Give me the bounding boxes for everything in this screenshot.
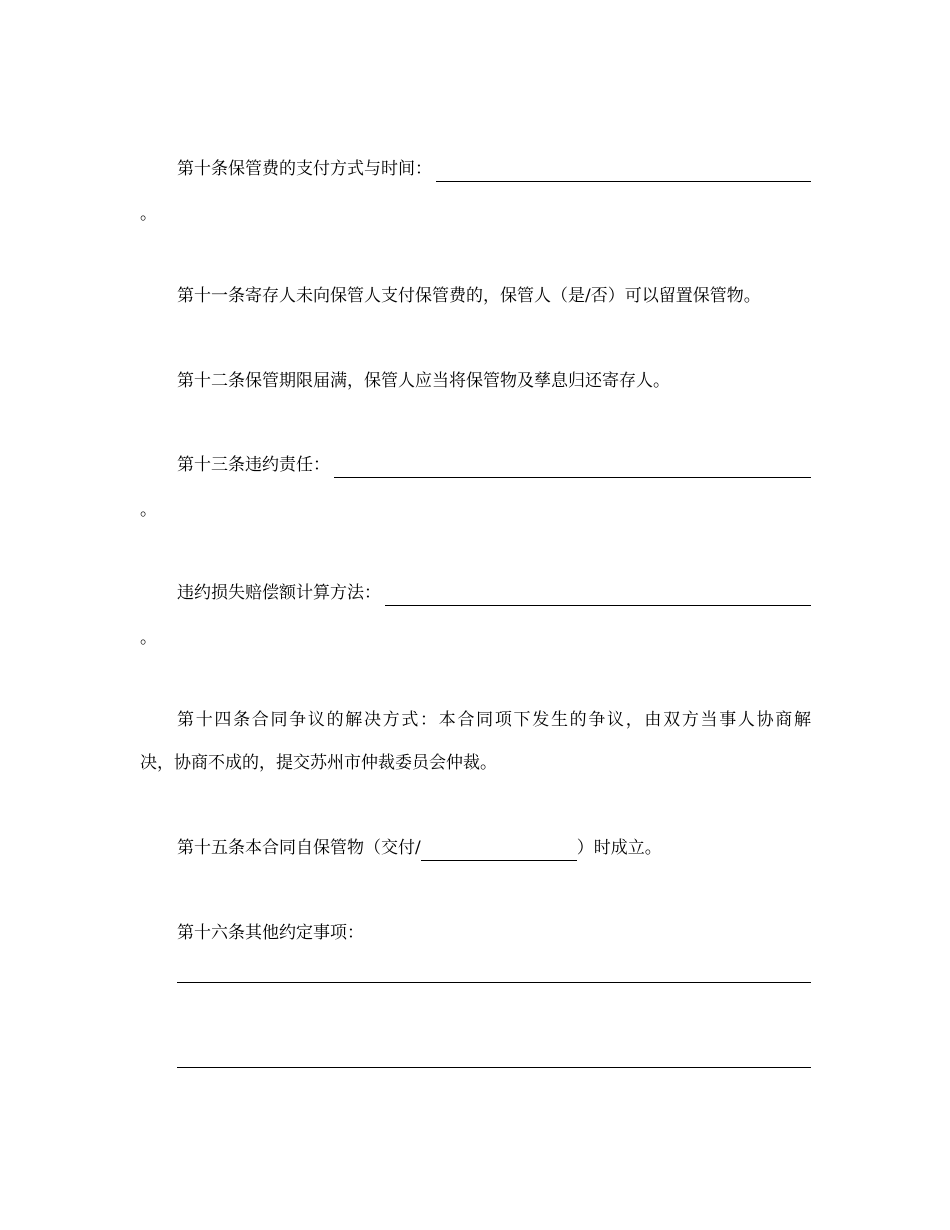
clause-13-end: 。 [140, 500, 157, 520]
clause-16-blank-line-2 [177, 1067, 811, 1068]
clause-12: 第十二条保管期限届满，保管人应当将保管物及孳息归还寄存人。 [177, 371, 670, 391]
clause-13-damages-text: 违约损失赔偿额计算方法： [177, 583, 381, 603]
clause-10 [177, 156, 811, 182]
clause-13-damages-blank [385, 586, 811, 606]
clause-15-blank [421, 841, 577, 861]
clause-15 [177, 835, 811, 861]
clause-13-damages-end: 。 [140, 628, 157, 648]
clause-14-line-1: 第十四条合同争议的解决方式：本合同项下发生的争议，由双方当事人协商解 [177, 710, 811, 730]
clause-11: 第十一条寄存人未向保管人支付保管费的，保管人（是/否）可以留置保管物。 [177, 286, 761, 306]
clause-10-blank [436, 162, 811, 182]
clause-16: 第十六条其他约定事项： [177, 923, 364, 943]
clause-10-text: 第十条保管费的支付方式与时间： [177, 159, 432, 179]
clause-13-blank [334, 458, 811, 478]
clause-13-text: 第十三条违约责任： [177, 455, 330, 475]
clause-13-damages [177, 580, 811, 606]
clause-10-end: 。 [140, 204, 157, 224]
clause-15-suffix: ）时成立。 [576, 838, 662, 858]
clause-14-line-2: 决，协商不成的，提交苏州市仲裁委员会仲裁。 [140, 753, 497, 773]
clause-13 [177, 452, 811, 478]
clause-16-blank-line-1 [177, 982, 811, 983]
clause-15-prefix: 第十五条本合同自保管物（交付/ [177, 838, 421, 858]
